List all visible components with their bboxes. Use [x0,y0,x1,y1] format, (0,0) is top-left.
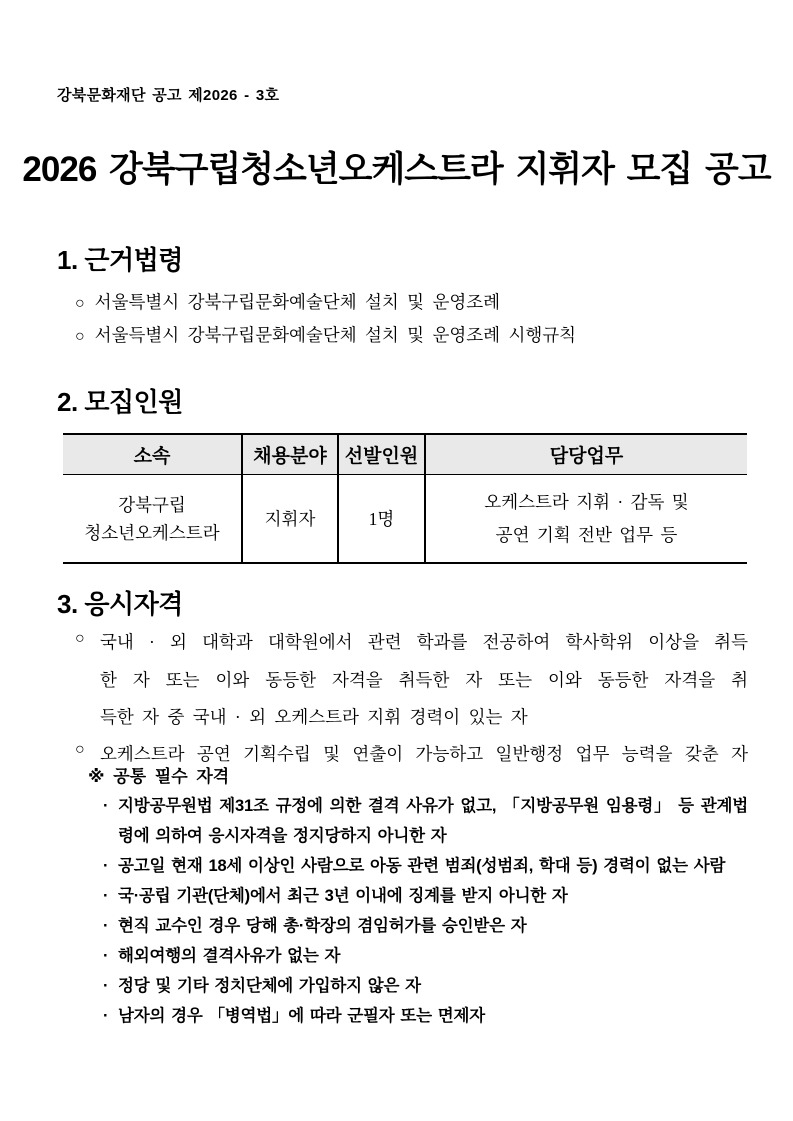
table-header-row [63,434,747,475]
recruitment-table [63,433,747,564]
dot-bullet-marker: · [103,917,109,935]
common-requirement-item [103,941,748,971]
table-row [63,475,747,564]
affiliation-line-2: 청소년오케스트라 [84,522,220,543]
circle-bullet-marker: ○ [75,328,85,345]
dot-bullet-marker: · [103,857,109,875]
section2-heading: 2. 모집인원 [57,387,183,417]
legal-basis-text: 서울득별시 강북구립문화예술단체 설치 및 운영조례 시행규칙 [94,325,577,345]
circle-bullet-marker: ○ [75,630,85,647]
affiliation-line-1: 강북구립 [118,494,186,515]
common-requirement-item [103,881,748,911]
cell-affiliation [63,475,242,564]
cell-duties [425,475,747,564]
eligibility-item-1-line-3: 득한 자 중 국내 · 외 오케스트라 지휘 경력이 있는 자 [100,707,528,727]
requirement-text: 지방공무원법 제31조 규정에 의한 결격 사유가 없고, 「지방공무원 임용령」 등 관계법 [118,797,748,815]
requirement-text: 국·공립 기관(단체)에서 최근 3년 이내에 징계를 받지 아니한 자 [118,887,568,905]
duty-line-1: 오케스트라 지휘 · 감독 및 [484,491,689,512]
common-requirement-item [103,971,748,1001]
common-requirement-item [103,911,748,941]
eligibility-item-1-line-1: 국내 · 외 대학과 대학원에서 관련 학과를 전공하여 학사학위 이상을 취득 [100,632,748,652]
dot-bullet-marker: · [103,797,109,815]
dot-bullet-marker: · [103,977,109,995]
cell-headcount: 1명 [338,475,425,564]
circle-bullet-marker: ○ [75,295,85,312]
dot-bullet-marker: · [103,947,109,965]
circle-bullet-marker: ○ [75,741,85,758]
section3-heading: 3. 응시자격 [57,589,183,619]
common-requirement-item [103,851,748,881]
eligibility-item-2: 오케스트라 공연 기획수립 및 연출이 가능하고 일반행정 업무 능력을 갖춘 자 [100,744,748,764]
eligibility-item-1 [100,624,748,737]
duty-line-2: 공연 기획 전반 업무 등 [495,524,678,545]
common-required-label: ※ 공통 필수 자격 [88,767,230,786]
cell-position: 지휘자 [242,475,338,564]
requirement-text: 정당 및 기타 정치단체에 가입하지 않은 자 [118,977,421,995]
dot-bullet-marker: · [103,887,109,905]
eligibility-item-1-line-2: 한 자 또는 이와 동등한 자격을 취득한 자 또는 이와 동등한 자격을 취 [100,669,748,690]
requirement-text: 공고일 현재 18세 이상인 사람으로 아동 관련 범죄(성범죄, 학대 등) 경력이 없는 사람 [118,857,726,875]
requirement-text: 남자의 경우 「병역법」에 따라 군필자 또는 면제자 [118,1007,485,1025]
section1-bullet-list [75,286,755,352]
legal-basis-text: 서울특별시 강북구립문화예술단체 설치 및 운영조례 [94,292,501,312]
common-requirement-item [103,791,748,821]
legal-basis-item [75,319,755,352]
common-requirement-item [103,1001,748,1031]
document-number: 강북문화재단 공고 제2026 - 3호 [57,87,280,104]
header-duties: 담당업무 [425,434,747,475]
dot-bullet-marker: · [103,1007,109,1025]
requirement-text: 령에 의하여 응시자격을 정지당하지 아니한 자 [118,827,447,845]
section1-heading: 1. 근거법령 [57,245,183,275]
common-requirement-item-continued [103,821,748,851]
page-title: 2026 강북구립청소년오케스트라 지휘자 모집 공고 [22,150,771,189]
legal-basis-item [75,286,755,319]
requirement-text: 현직 교수인 경우 당해 총·학장의 겸임허가를 승인받은 자 [118,917,527,935]
requirement-text: 해외여행의 결격사유가 없는 자 [118,947,341,965]
header-affiliation: 소속 [63,434,242,475]
common-requirements-list [103,791,748,1031]
header-headcount: 선발인원 [338,434,425,475]
header-position: 채용분야 [242,434,338,475]
